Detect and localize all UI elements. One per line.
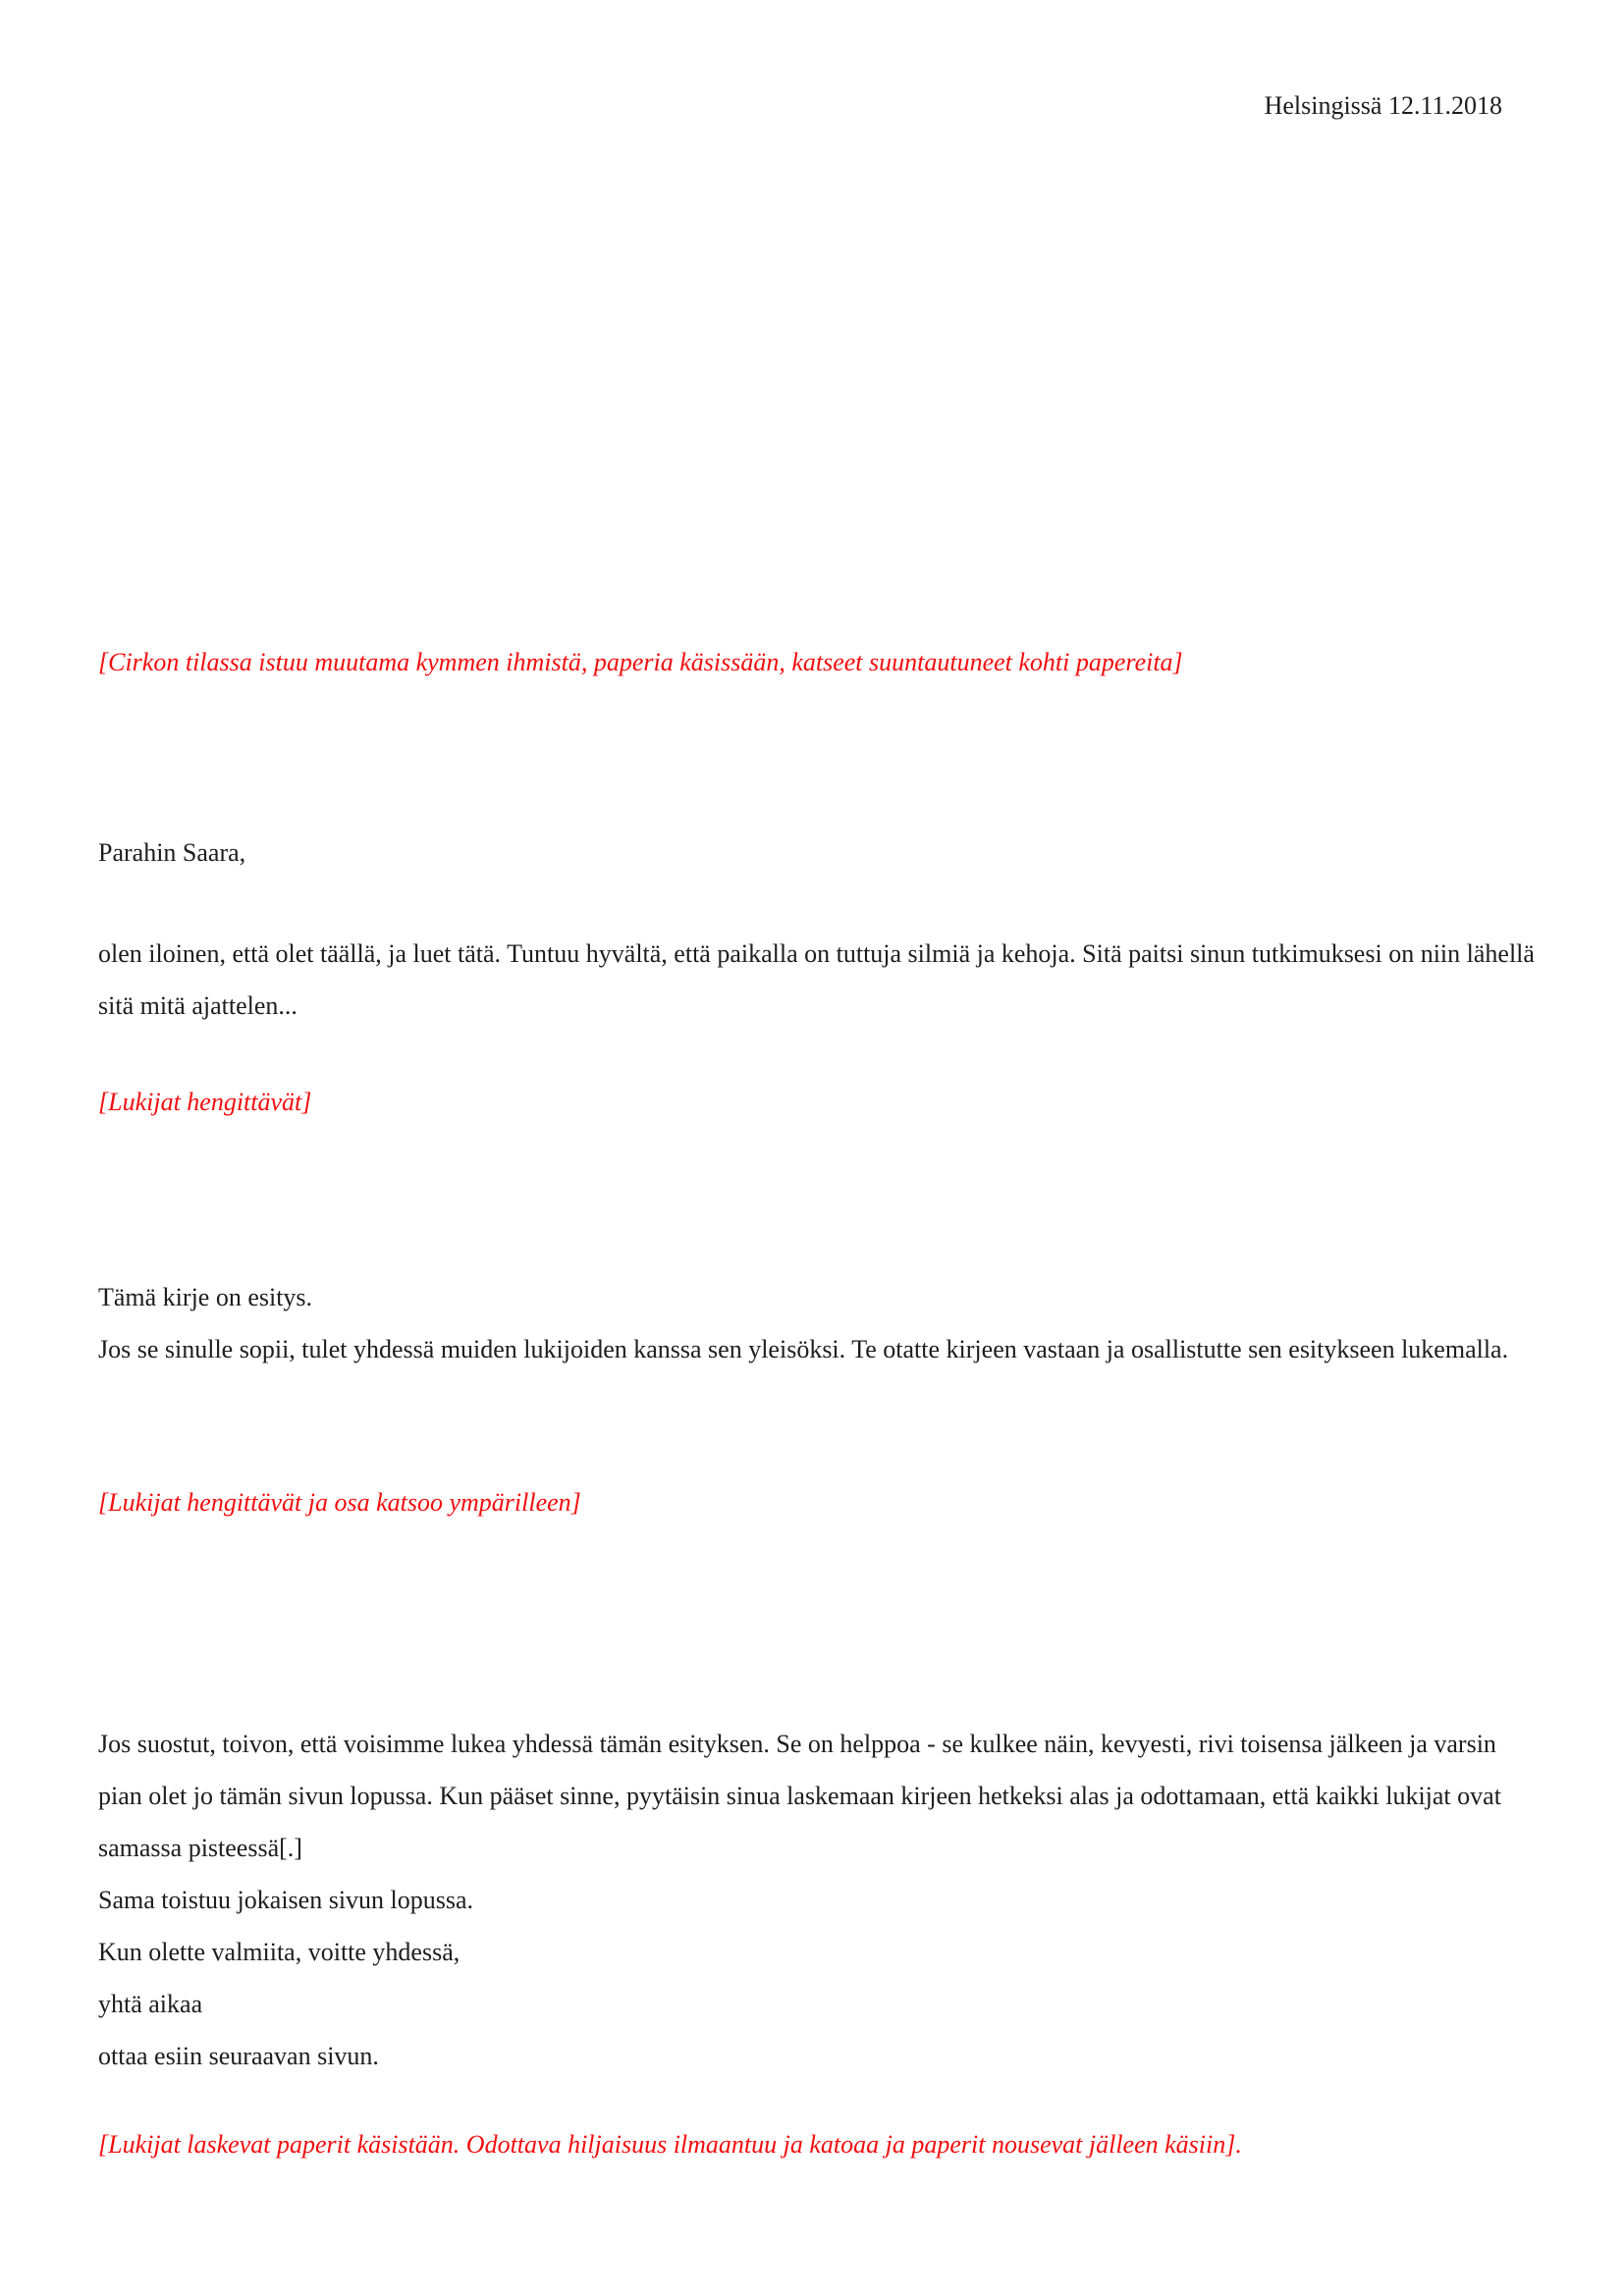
paragraph-2-line-2: Jos se sinulle sopii, tulet yhdessä muiden lukijoiden kanssa sen yleisöksi. Te otatte kirjeen vastaan ja osallistutte sen esitykseen lukemalla. <box>98 1335 1509 1363</box>
stage-direction-1: [Cirkon tilassa istuu muutama kymmen ihmistä, paperia käsissään, katseet suuntautuneet kohti papereita] <box>98 648 1183 676</box>
paragraph-3-line-4: ottaa esiin seuraavan sivun. <box>98 2042 379 2070</box>
stage-direction-4: [Lukijat laskevat paperit käsistään. Odottava hiljaisuus ilmaantuu ja katoaa ja paperit nousevat jälleen käsiin]. <box>98 2130 1242 2159</box>
date-line: Helsingissä 12.11.2018 <box>1264 91 1502 120</box>
paragraph-3-line-2: Kun olette valmiita, voitte yhdessä, <box>98 1938 460 1966</box>
paragraph-3-body: Jos suostut, toivon, että voisimme lukea yhdessä tämän esityksen. Se on helppoa - se kulkee näin, kevyesti, rivi toisensa jälkeen ja varsin pian olet jo tämän sivun lopussa. Kun pääset sinne, pyytäisin sinua laskemaan kirjeen hetkeksi alas ja odottamaan, että kaikki lukijat ovat samassa pisteessä[.] <box>98 1730 1501 1862</box>
paragraph-3-line-3: yhtä aikaa <box>98 1990 203 2018</box>
paragraph-2 <box>98 1271 1542 1375</box>
paragraph-2-line-1: Tämä kirje on esitys. <box>98 1283 313 1311</box>
salutation: Parahin Saara, <box>98 838 246 867</box>
paragraph-3 <box>98 1718 1542 2082</box>
paragraph-1: olen iloinen, että olet täällä, ja luet tätä. Tuntuu hyvältä, että paikalla on tuttuja silmiä ja kehoja. Sitä paitsi sinun tutkimuksesi on niin lähellä sitä mitä ajattelen... <box>98 939 1535 1020</box>
stage-direction-3: [Lukijat hengittävät ja osa katsoo ympärilleen] <box>98 1488 581 1517</box>
stage-direction-2: [Lukijat hengittävät] <box>98 1088 312 1116</box>
paragraph-3-line-1: Sama toistuu jokaisen sivun lopussa. <box>98 1886 474 1914</box>
